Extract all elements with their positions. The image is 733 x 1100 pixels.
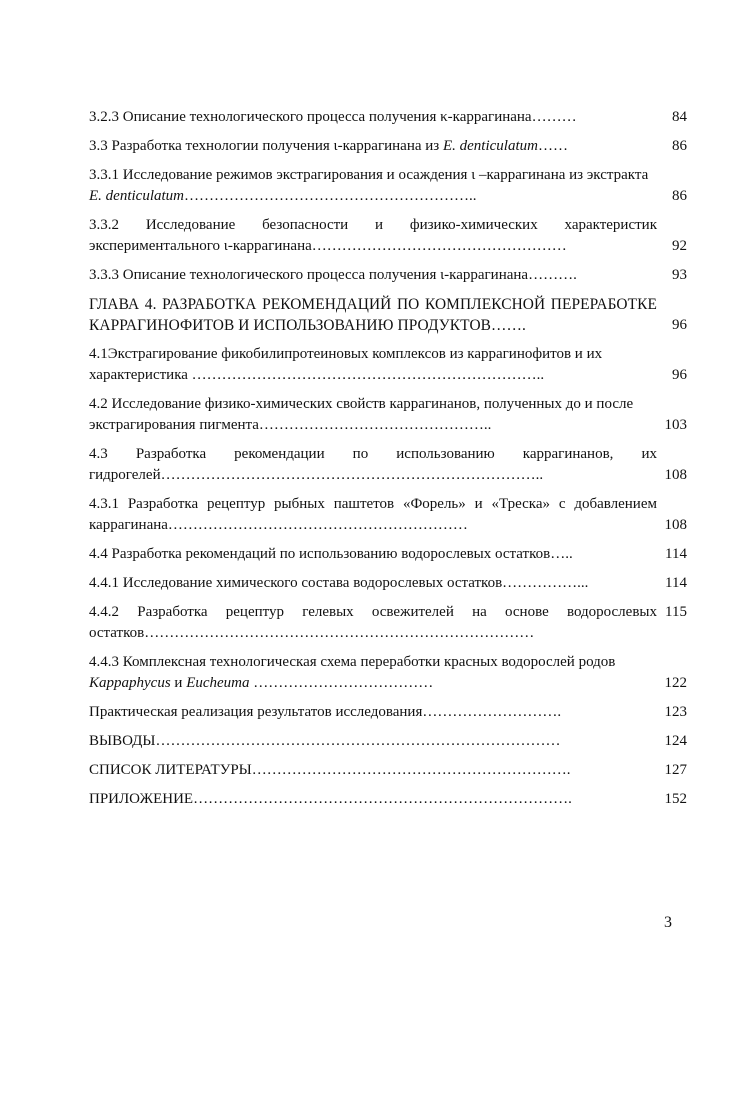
toc-entry-title: 4.4 Разработка рекомендаций по использованию водорослевых остатков….. bbox=[89, 546, 573, 562]
toc-entry-page: 152 bbox=[664, 791, 687, 807]
toc-entry-4-4 bbox=[89, 544, 687, 565]
toc-entry-title: 3.3.1 Исследование режимов экстрагирования и осаждения ι –каррагинана из экстракта E. denticulatum………………………………………………….. bbox=[89, 167, 649, 204]
toc-entry-page: 108 bbox=[664, 467, 687, 483]
toc-entry-title: 4.1Экстрагирование фикобилипротеиновых комплексов из каррагинофитов и их характеристика …………………………………………………………….. bbox=[89, 346, 603, 383]
toc-entry-page: 127 bbox=[664, 762, 687, 778]
genus-name: Kappaphycus bbox=[89, 675, 171, 691]
toc-entry-4-4-3 bbox=[89, 652, 687, 694]
toc-entry-3-3-1 bbox=[89, 165, 687, 207]
toc-entry-page: 103 bbox=[664, 417, 687, 433]
species-name: E. denticulatum bbox=[442, 138, 538, 154]
toc-entry-4-1 bbox=[89, 344, 687, 386]
toc-entry-page: 92 bbox=[672, 238, 687, 254]
table-of-contents bbox=[89, 107, 687, 818]
toc-entry-page: 96 bbox=[672, 367, 687, 383]
toc-entry-page: 86 bbox=[672, 188, 687, 204]
toc-entry-title: СПИСОК ЛИТЕРАТУРЫ………………………………………………………. bbox=[89, 762, 571, 778]
toc-entry-page: 115 bbox=[665, 604, 687, 620]
toc-entry-title: Практическая реализация результатов исследования………………………. bbox=[89, 704, 562, 720]
toc-entry-title: 3.3.3 Описание технологического процесса получения ι-каррагинана………. bbox=[89, 267, 577, 283]
toc-entry-page: 84 bbox=[672, 109, 687, 125]
toc-entry-references bbox=[89, 760, 687, 781]
toc-entry-page: 93 bbox=[672, 267, 687, 283]
toc-entry-4-3 bbox=[89, 444, 687, 486]
toc-entry-page: 96 bbox=[672, 317, 687, 333]
toc-entry-4-3-1 bbox=[89, 494, 687, 536]
toc-entry-title: 3.2.3 Описание технологического процесса получения κ-каррагинана……… bbox=[89, 109, 577, 125]
toc-entry-title: 4.4.1 Исследование химического состава водорослевых остатков……………... bbox=[89, 575, 589, 591]
toc-entry-title: 4.3 Разработка рекомендации по использованию каррагинанов, их гидрогелей………………………………………………………………….. bbox=[89, 446, 657, 483]
toc-entry-3-2-3 bbox=[89, 107, 687, 128]
toc-entry-chapter-4 bbox=[89, 294, 687, 336]
toc-entry-title: 4.4.3 Комплексная технологическая схема переработки красных водорослей родов Kappaphycus и Eucheuma ……………………………… bbox=[89, 654, 616, 691]
toc-entry-3-3-2 bbox=[89, 215, 687, 257]
species-name: E. denticulatum bbox=[89, 188, 184, 204]
toc-entry-title: ВЫВОДЫ……………………………………………………………………… bbox=[89, 733, 561, 749]
toc-entry-4-4-1 bbox=[89, 573, 687, 594]
toc-entry-page: 114 bbox=[665, 575, 687, 591]
toc-entry-page: 114 bbox=[665, 546, 687, 562]
toc-entry-3-3 bbox=[89, 136, 687, 157]
toc-entry-page: 124 bbox=[664, 733, 687, 749]
toc-entry-conclusions bbox=[89, 731, 687, 752]
toc-entry-title: 3.3 Разработка технологии получения ι-каррагинана из E. denticulatum…… bbox=[89, 138, 568, 154]
toc-entry-4-4-2 bbox=[89, 602, 687, 644]
toc-entry-3-3-3 bbox=[89, 265, 687, 286]
page-number: 3 bbox=[664, 914, 672, 931]
toc-entry-title: 3.3.2 Исследование безопасности и физико-химических характеристик экспериментального ι-каррагинана…………………………………………… bbox=[89, 217, 657, 254]
toc-entry-page: 123 bbox=[664, 704, 687, 720]
toc-entry-title: ПРИЛОЖЕНИЕ…………………………………………………………………. bbox=[89, 791, 572, 807]
genus-name: Eucheuma bbox=[186, 675, 250, 691]
toc-entry-4-2 bbox=[89, 394, 687, 436]
toc-entry-page: 122 bbox=[664, 675, 687, 691]
toc-entry-title: ГЛАВА 4. РАЗРАБОТКА РЕКОМЕНДАЦИЙ ПО КОМПЛЕКСНОЙ ПЕРЕРАБОТКЕ КАРРАГИНОФИТОВ И ИСПОЛЬЗОВАНИЮ ПРОДУКТОВ……. bbox=[89, 296, 657, 334]
toc-entry-practical bbox=[89, 702, 687, 723]
toc-entry-page: 86 bbox=[672, 138, 687, 154]
toc-entry-page: 108 bbox=[664, 517, 687, 533]
toc-entry-title: 4.3.1 Разработка рецептур рыбных паштетов «Форель» и «Треска» с добавлением каррагинана…………………………………………………… bbox=[89, 496, 657, 533]
toc-entry-appendix bbox=[89, 789, 687, 810]
toc-entry-title: 4.2 Исследование физико-химических свойств каррагинанов, полученных до и после экстрагирования пигмента……………………………………….. bbox=[89, 396, 634, 433]
toc-entry-title: 4.4.2 Разработка рецептур гелевых освежителей на основе водорослевых остатков…………………………………………………………………… bbox=[89, 604, 657, 641]
